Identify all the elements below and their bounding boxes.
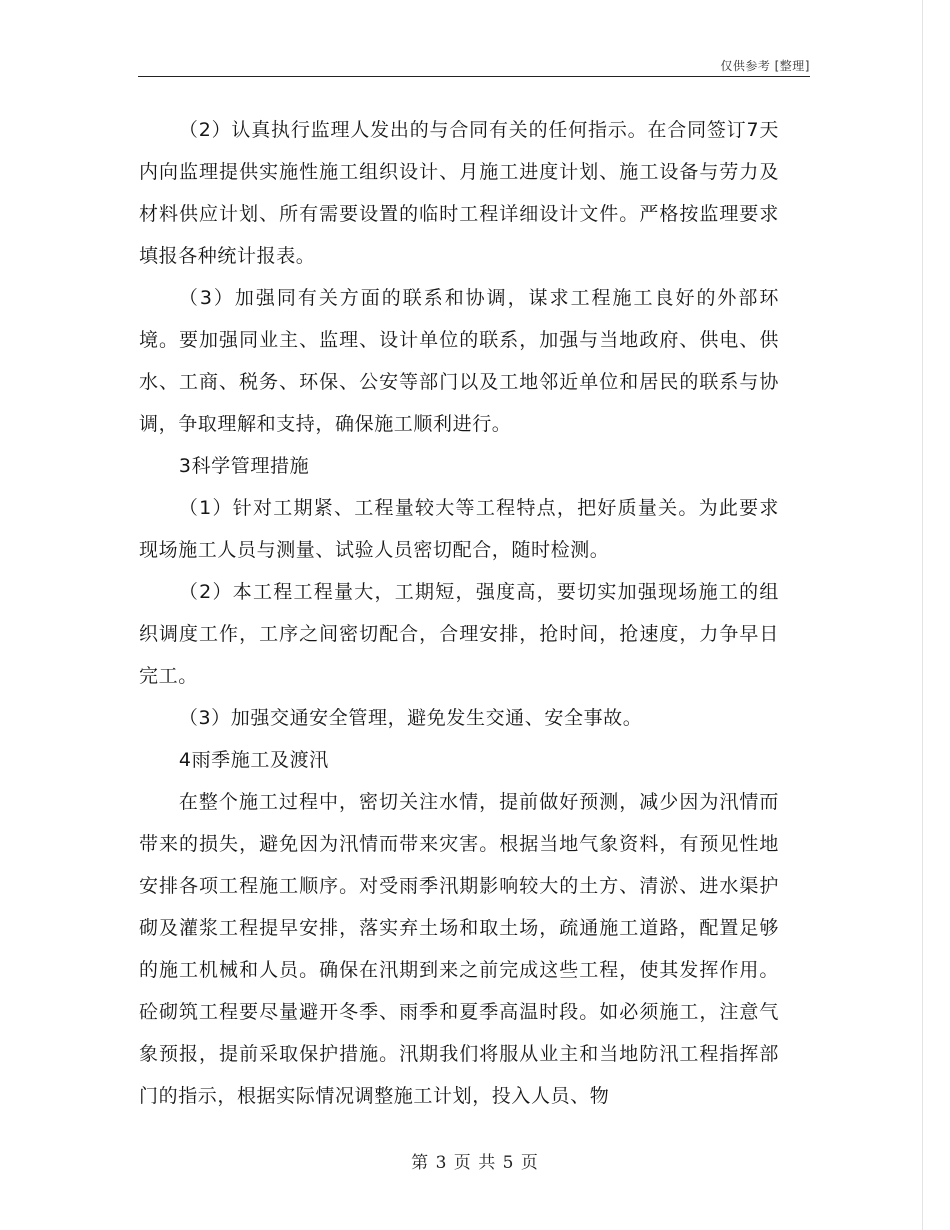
page-edge-divider xyxy=(922,0,923,1230)
paragraph: （3）加强交通安全管理，避免发生交通、安全事故。 xyxy=(178,707,643,729)
paragraph: （1）针对工期紧、工程量较大等工程特点，把好质量关。为此要求现场施工人员与测量、试验人员密切配合，随时检测。 xyxy=(139,497,779,561)
section-heading: 4雨季施工及渡汛 xyxy=(178,749,329,771)
page-header xyxy=(138,56,810,77)
paragraph: 在整个施工过程中，密切关注水情，提前做好预测，减少因为汛情而带来的损失，避免因为汛情而带来灾害。根据当地气象资料，有预见性地安排各项工程施工顺序。对受雨季汛期影响较大的土方、清淤、进水渠护砌及灌浆工程提早安排，落实弃土场和取土场，疏通施工道路，配置足够的施工机械和人员。确保在汛期到来之前完成这些工程，使其发挥作用。砼砌筑工程要尽量避开冬季、雨季和夏季高温时段。如必须施工，注意气象预报，提前采取保护措施。汛期我们将服从业主和当地防汛工程指挥部门的指示，根据实际情况调整施工计划，投入人员、物 xyxy=(139,791,779,1107)
section-heading: 3科学管理措施 xyxy=(178,455,310,477)
paragraph: （2）本工程工程量大，工期短，强度高，要切实加强现场施工的组织调度工作，工序之间密切配合，合理安排，抢时间，抢速度，力争早日完工。 xyxy=(139,581,779,687)
page-number-footer: 第 3 页 共 5 页 xyxy=(411,1153,539,1173)
document-body xyxy=(139,109,779,1117)
paragraph: （3）加强同有关方面的联系和协调，谋求工程施工良好的外部环境。要加强同业主、监理、设计单位的联系，加强与当地政府、供电、供水、工商、税务、环保、公安等部门以及工地邻近单位和居民的联系与协调，争取理解和支持，确保施工顺利进行。 xyxy=(139,287,779,435)
paragraph: （2）认真执行监理人发出的与合同有关的任何指示。在合同签订7天内向监理提供实施性施工组织设计、月施工进度计划、施工设备与劳力及材料供应计划、所有需要设置的临时工程详细设计文件。严格按监理要求填报各种统计报表。 xyxy=(139,119,779,267)
header-note: 仅供参考 [整理] xyxy=(720,59,810,73)
